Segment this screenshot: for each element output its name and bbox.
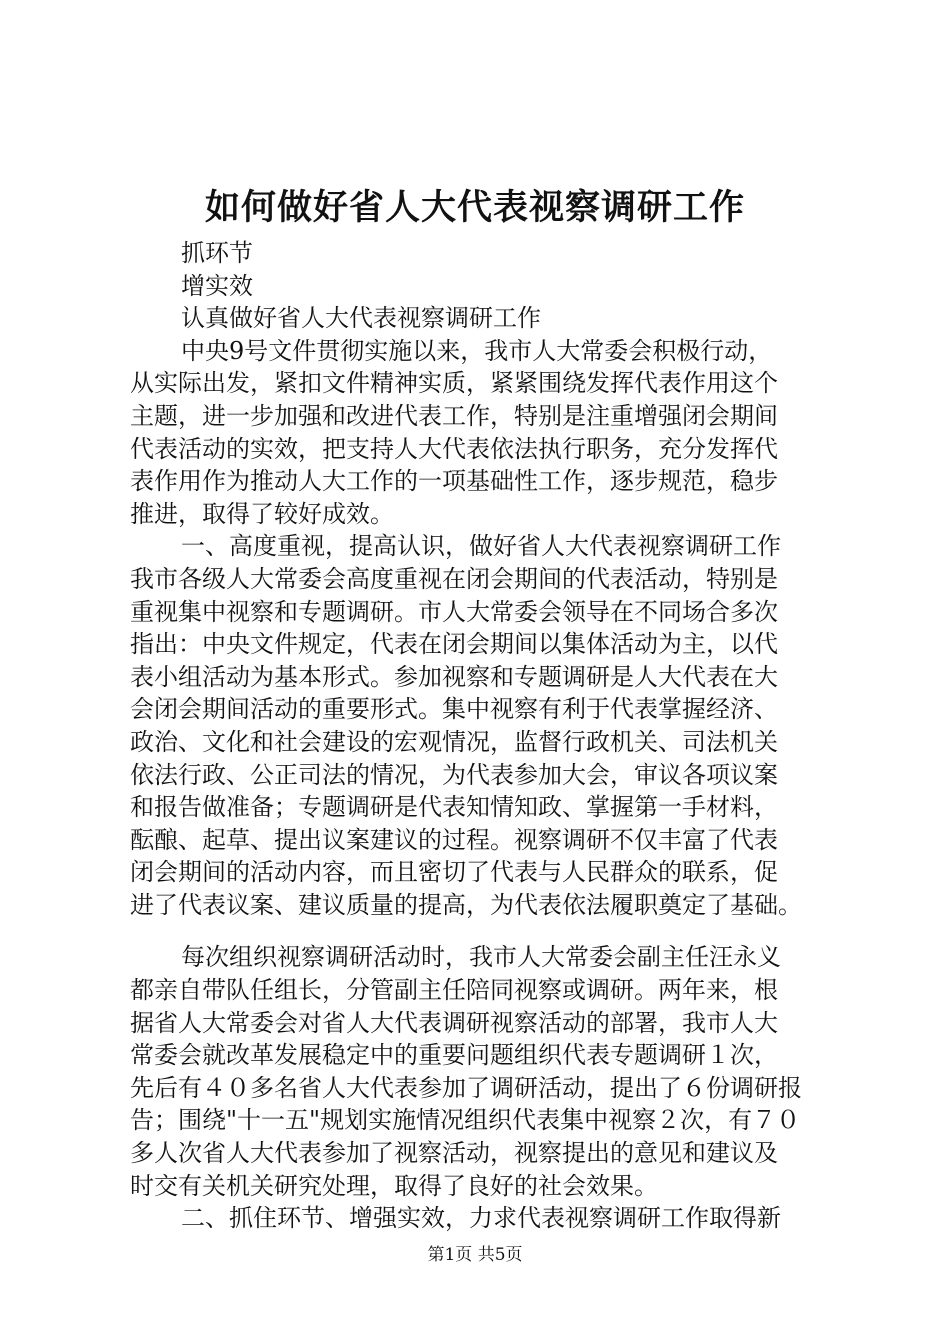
document-body <box>130 237 840 1235</box>
text-line: 抓环节 <box>181 239 253 267</box>
text-line: 重视集中视察和专题调研。市人大常委会领导在不同场合多次 <box>130 597 778 626</box>
text-line: 中央9号文件贯彻实施以来，我市人大常委会积极行动， <box>181 336 773 365</box>
text-line: 认真做好省人大代表视察调研工作 <box>181 304 541 333</box>
text-line: 推进，取得了较好成效。 <box>130 499 394 528</box>
text-line: 代表活动的实效，把支持人大代表依法执行职务，充分发挥代 <box>130 434 778 463</box>
text-line: 先后有４０多名省人大代表参加了调研活动，提出了６份调研报 <box>130 1073 802 1102</box>
text-line: 指出：中央文件规定，代表在闭会期间以集体活动为主，以代 <box>130 630 778 659</box>
text-line: 常委会就改革发展稳定中的重要问题组织代表专题调研１次， <box>130 1041 778 1070</box>
page-footer: 第1页 共5页 <box>427 1245 523 1265</box>
text-line: 从实际出发，紧扣文件精神实质，紧紧围绕发挥代表作用这个 <box>130 369 778 398</box>
text-line: 会闭会期间活动的重要形式。集中视察有利于代表掌握经济、 <box>130 695 778 724</box>
text-line: 告；围绕"十一五"规划实施情况组织代表集中视察２次，有７０ <box>130 1106 801 1135</box>
text-line: 增实效 <box>181 271 253 300</box>
text-line: 每次组织视察调研活动时，我市人大常委会副主任汪永义 <box>181 943 781 972</box>
text-line: 依法行政、公正司法的情况，为代表参加大会，审议各项议案 <box>130 760 778 789</box>
text-line: 政治、文化和社会建设的宏观情况，监督行政机关、司法机关 <box>130 727 778 756</box>
text-line: 和报告做准备；专题调研是代表知情知政、掌握第一手材料， <box>130 793 778 822</box>
text-line: 都亲自带队任组长，分管副主任陪同视察或调研。两年来，根 <box>130 976 778 1005</box>
text-line: 据省人大常委会对省人大代表调研视察活动的部署，我市人大 <box>130 1008 778 1037</box>
text-line: 二、抓住环节、增强实效，力求代表视察调研工作取得新 <box>181 1204 781 1233</box>
text-line: 主题，进一步加强和改进代表工作，特别是注重增强闭会期间 <box>130 401 778 430</box>
paragraph-spacer <box>130 921 840 941</box>
text-line: 多人次省人大代表参加了视察活动，视察提出的意见和建议及 <box>130 1139 778 1168</box>
text-line: 我市各级人大常委会高度重视在闭会期间的代表活动，特别是 <box>130 564 778 593</box>
text-line: 表作用作为推动人大工作的一项基础性工作，逐步规范，稳步 <box>130 467 778 496</box>
document-title: 如何做好省人大代表视察调研工作 <box>204 187 745 228</box>
text-line: 一、高度重视，提高认识，做好省人大代表视察调研工作 <box>181 532 781 561</box>
text-line: 时交有关机关研究处理，取得了良好的社会效果。 <box>130 1171 658 1200</box>
text-line: 闭会期间的活动内容，而且密切了代表与人民群众的联系，促 <box>130 858 778 887</box>
text-line: 表小组活动为基本形式。参加视察和专题调研是人大代表在大 <box>130 662 778 691</box>
text-line: 进了代表议案、建议质量的提高，为代表依法履职奠定了基础。 <box>130 890 802 919</box>
text-line: 酝酿、起草、提出议案建议的过程。视察调研不仅丰富了代表 <box>130 825 778 854</box>
